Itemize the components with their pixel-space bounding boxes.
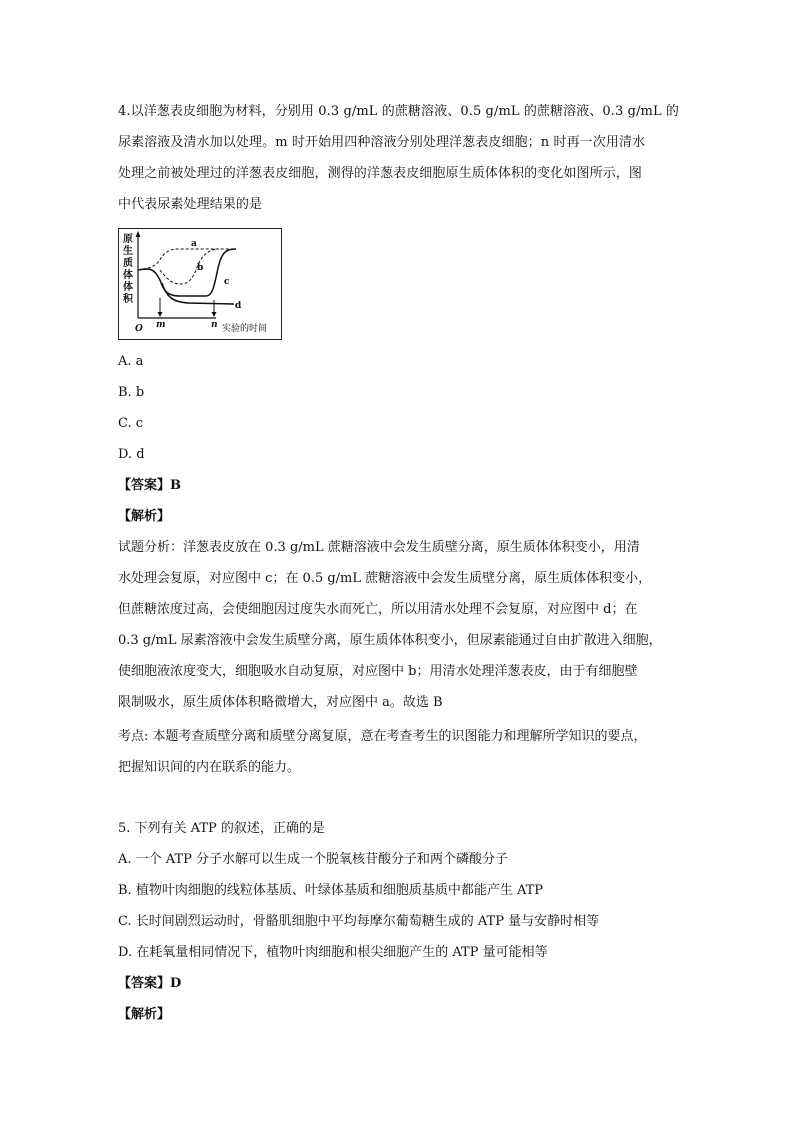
curve-a-label: a xyxy=(191,239,197,249)
m-label: m xyxy=(156,320,166,330)
ylabel-char-1: 原 xyxy=(123,234,133,245)
figure-svg xyxy=(118,228,282,340)
q4-kaodian-line-2: 把握知识间的内在联系的能力。 xyxy=(118,760,301,775)
xlabel: 实验的时间 xyxy=(222,324,268,334)
q4-answer: 【答案】B xyxy=(118,478,181,493)
protoplast-volume-figure xyxy=(118,228,282,340)
q5-option-c: C. 长时间剧烈运动时，骨骼肌细胞中平均每摩尔葡萄糖生成的 ATP 量与安静时相等 xyxy=(118,914,600,929)
q5-stem: 5. 下列有关 ATP 的叙述，正确的是 xyxy=(118,821,325,836)
q5-option-a: A. 一个 ATP 分子水解可以生成一个脱氧核苷酸分子和两个磷酸分子 xyxy=(118,852,509,867)
figure-border xyxy=(119,229,282,340)
curve-d-label: d xyxy=(235,301,242,311)
q5-option-b: B. 植物叶肉细胞的线粒体基质、叶绿体基质和细胞质基质中都能产生 ATP xyxy=(118,883,544,898)
q4-analysis-line-6: 限制吸水，原生质体体积略微增大，对应图中 a。故选 B xyxy=(118,695,443,710)
q4-analysis-line-5: 使细胞液浓度变大，细胞吸水自动复原，对应图中 b；用清水处理洋葱表皮，由于有细胞壁 xyxy=(118,664,638,679)
q4-option-d: D. d xyxy=(118,447,145,462)
q4-analysis-title: 【解析】 xyxy=(118,509,171,524)
curve-b-label: b xyxy=(197,263,204,273)
ylabel-char-5: 体 xyxy=(123,282,133,293)
q4-stem-line-1: 4.以洋葱表皮细胞为材料，分别用 0.3 g/mL 的蔗糖溶液、0.5 g/mL 的蔗糖溶液、0.3 g/mL 的 xyxy=(118,104,680,119)
q4-kaodian-line-1: 考点: 本题考查质壁分离和质壁分离复原，意在考查考生的识图能力和理解所学知识的要点， xyxy=(118,729,647,744)
origin-label: O xyxy=(135,324,143,334)
curve-c-label: c xyxy=(224,277,230,287)
q5-option-d: D. 在耗氧量相同情况下，植物叶肉细胞和根尖细胞产生的 ATP 量可能相等 xyxy=(118,945,548,960)
q5-answer: 【答案】D xyxy=(118,976,182,991)
q4-option-c: C. c xyxy=(118,416,144,431)
ylabel-char-6: 积 xyxy=(123,294,133,305)
ylabel-char-3: 质 xyxy=(123,258,133,269)
q4-option-a: A. a xyxy=(118,354,144,369)
q5-analysis-title: 【解析】 xyxy=(118,1007,171,1022)
q4-analysis-line-1: 试题分析：洋葱表皮放在 0.3 g/mL 蔗糖溶液中会发生质壁分离，原生质体体积变小，用清 xyxy=(118,540,640,555)
q4-analysis-line-4: 0.3 g/mL 尿素溶液中会发生质壁分离，原生质体体积变小，但尿素能通过自由扩散进入细胞， xyxy=(118,633,662,648)
q4-stem-line-3: 处理之前被处理过的洋葱表皮细胞，测得的洋葱表皮细胞原生质体体积的变化如图所示，图 xyxy=(118,166,643,181)
q4-analysis-line-3: 但蔗糖浓度过高，会使细胞因过度失水而死亡，所以用清水处理不会复原，对应图中 d；在 xyxy=(118,602,638,617)
ylabel-char-2: 生 xyxy=(123,246,133,257)
n-label: n xyxy=(211,320,218,330)
q4-stem-line-2: 尿素溶液及清水加以处理。m 时开始用四种溶液分别处理洋葱表皮细胞；n 时再一次用清水 xyxy=(118,135,646,150)
ylabel-char-4: 体 xyxy=(123,270,133,281)
q4-analysis-line-2: 水处理会复原，对应图中 c；在 0.5 g/mL 蔗糖溶液中会发生质壁分离，原生质体体积变小， xyxy=(118,571,652,586)
q4-option-b: B. b xyxy=(118,385,145,400)
q4-stem-line-4: 中代表尿素处理结果的是 xyxy=(118,197,263,212)
